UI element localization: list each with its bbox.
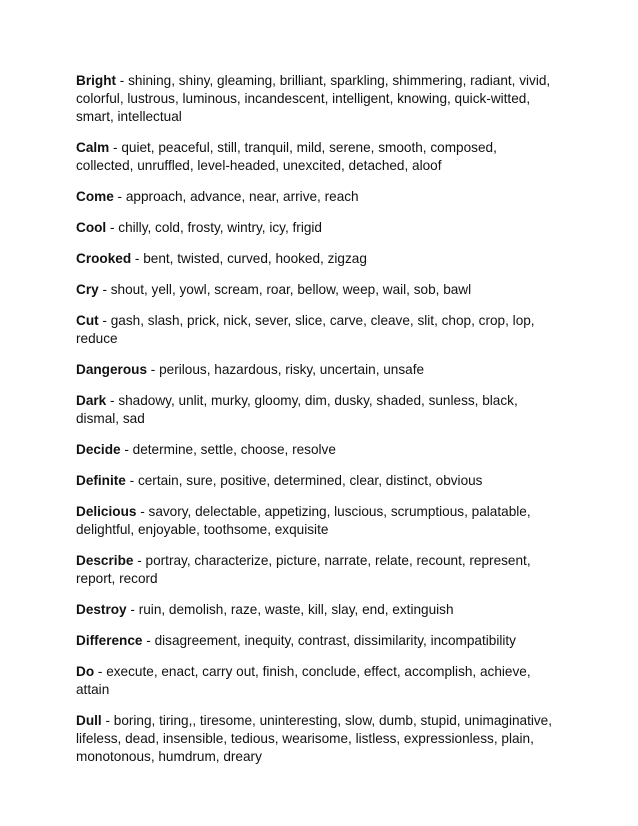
synonyms: - ruin, demolish, raze, waste, kill, slay, end, extinguish [126, 602, 454, 617]
entry-bright [76, 72, 556, 126]
entry-dark [76, 392, 556, 428]
entry-delicious [76, 503, 556, 539]
headword: Decide [76, 442, 121, 457]
synonyms: - shadowy, unlit, murky, gloomy, dim, dusky, shaded, sunless, black, dismal, sad [76, 393, 518, 426]
entry-difference [76, 632, 556, 650]
entry-cry [76, 281, 556, 299]
headword: Do [76, 664, 95, 679]
synonyms: - approach, advance, near, arrive, reach [113, 189, 359, 204]
synonyms: - savory, delectable, appetizing, luscious, scrumptious, palatable, delightful, enjoyable, toothsome, exquisite [76, 504, 531, 537]
headword: Calm [76, 140, 110, 155]
entry-decide [76, 441, 556, 459]
entry-crooked [76, 250, 556, 268]
entry-do [76, 663, 556, 699]
headword: Cry [76, 282, 99, 297]
headword: Crooked [76, 251, 132, 266]
headword: Destroy [76, 602, 127, 617]
synonyms: - bent, twisted, curved, hooked, zigzag [131, 251, 367, 266]
synonyms: - shout, yell, yowl, scream, roar, bellow, weep, wail, sob, bawl [98, 282, 472, 297]
entry-calm [76, 139, 556, 175]
headword: Difference [76, 633, 143, 648]
headword: Dark [76, 393, 107, 408]
entry-dull [76, 712, 556, 766]
synonyms: - determine, settle, choose, resolve [120, 442, 336, 457]
synonyms: - boring, tiring,, tiresome, uninteresting, slow, dumb, stupid, unimaginative, lifeless, dead, insensible, tedious, wearisome, listless, expressionless, plain, monotonous, humdrum, dreary [76, 713, 553, 764]
synonyms: - portray, characterize, picture, narrate, relate, recount, represent, report, record [76, 553, 531, 586]
headword: Bright [76, 73, 117, 88]
headword: Dangerous [76, 362, 148, 377]
entry-describe [76, 552, 556, 588]
entry-definite [76, 472, 556, 490]
synonyms: - gash, slash, prick, nick, sever, slice, carve, cleave, slit, chop, crop, lop, reduce [76, 313, 535, 346]
document-page [76, 72, 556, 779]
headword: Come [76, 189, 114, 204]
headword: Delicious [76, 504, 137, 519]
headword: Cut [76, 313, 99, 328]
headword: Dull [76, 713, 102, 728]
synonyms: - execute, enact, carry out, finish, conclude, effect, accomplish, achieve, attain [76, 664, 531, 697]
entry-cut [76, 312, 556, 348]
synonyms: - quiet, peaceful, still, tranquil, mild, serene, smooth, composed, collected, unruffled, level-headed, unexcited, detached, aloof [76, 140, 497, 173]
headword: Definite [76, 473, 126, 488]
entry-come [76, 188, 556, 206]
synonyms: - disagreement, inequity, contrast, dissimilarity, incompatibility [142, 633, 516, 648]
headword: Cool [76, 220, 107, 235]
synonyms: - certain, sure, positive, determined, clear, distinct, obvious [125, 473, 483, 488]
entry-destroy [76, 601, 556, 619]
synonyms: - perilous, hazardous, risky, uncertain, unsafe [147, 362, 425, 377]
headword: Describe [76, 553, 134, 568]
synonyms: - shining, shiny, gleaming, brilliant, sparkling, shimmering, radiant, vivid, colorful, lustrous, luminous, incandescent, intelligent, knowing, quick-witted, smart, intellectual [76, 73, 551, 124]
entry-dangerous [76, 361, 556, 379]
synonyms: - chilly, cold, frosty, wintry, icy, frigid [106, 220, 322, 235]
entry-cool [76, 219, 556, 237]
